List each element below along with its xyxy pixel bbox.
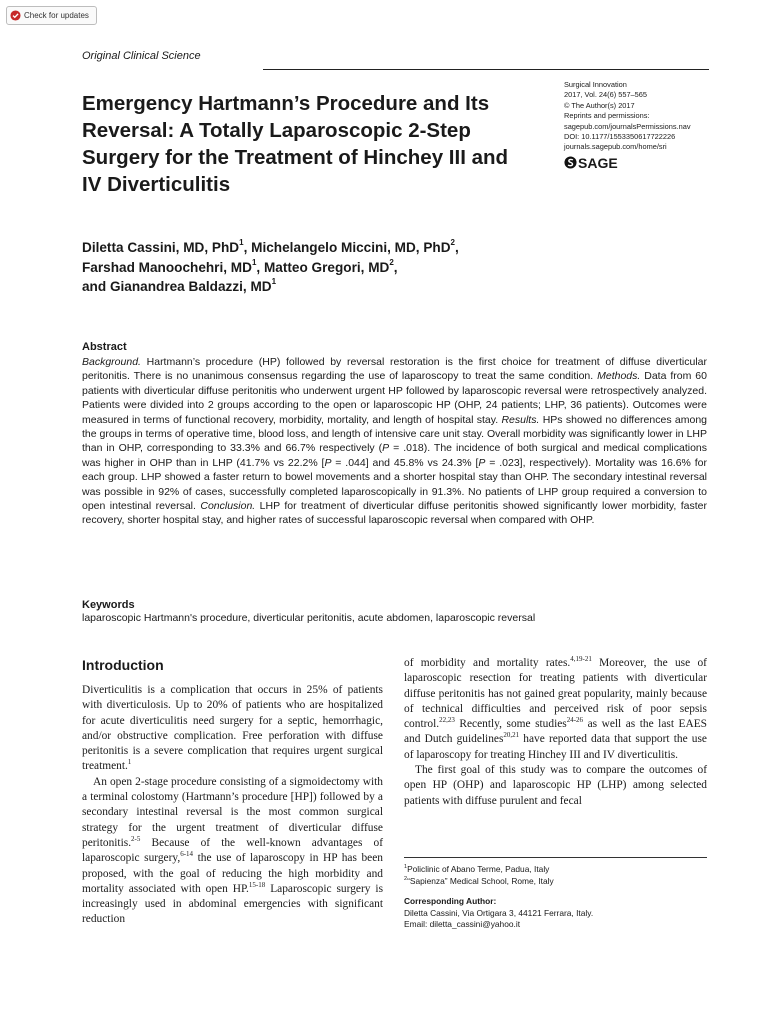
abstract-label-background: Background. bbox=[82, 356, 141, 368]
paragraph-text: Laparoscopic surgery is increasingly used in abdominal emergencies with significant reduction bbox=[82, 882, 383, 926]
abstract-results-text: = .023], respectively). Mortality was 16.6% for each group. LHP showed a faster return to bowel movements and a shorter hospital stay than OHP. The secondary intestinal reversal was possible in 92% of cases, successfully completed laparoscopically in 91.3%. No patients of LHP group required a conversion to open intestinal reversal. bbox=[82, 456, 707, 513]
citation-ref[interactable]: 1 bbox=[127, 758, 132, 767]
paragraph-text: Because of the well-known advantages of laparoscopic surgery, bbox=[82, 836, 383, 865]
author-affiliation-sup: 1 bbox=[271, 277, 277, 287]
journal-doi[interactable]: DOI: 10.1177/1553350617722226 bbox=[564, 132, 676, 142]
journal-reprints-link[interactable]: sagepub.com/journalsPermissions.nav bbox=[564, 121, 691, 131]
check-for-updates-icon bbox=[10, 10, 21, 21]
keywords-heading: Keywords bbox=[82, 599, 135, 611]
paragraph-text: the use of laparoscopy in HP has been proposed, with the goal of reducing the high morbidity and mortality associated with open HP. bbox=[82, 852, 383, 895]
paragraph-text: as well as the last EAES and Dutch guidelines bbox=[404, 718, 707, 746]
affiliation-text: “Sapienza” Medical School, Rome, Italy bbox=[407, 876, 554, 886]
affiliation-item bbox=[404, 863, 707, 875]
keywords-section bbox=[82, 599, 707, 624]
author-affiliation-sup: 2 bbox=[389, 257, 394, 267]
body-paragraph bbox=[404, 656, 707, 763]
sage-logo-icon bbox=[564, 156, 577, 169]
abstract-text bbox=[82, 355, 707, 528]
journal-reprints: Reprints and permissions: bbox=[564, 111, 650, 121]
keywords-text: laparoscopic Hartmann's procedure, diverticular peritonitis, acute abdomen, laparoscopic reversal bbox=[82, 612, 536, 624]
journal-volume: 2017, Vol. 24(6) 557–565 bbox=[564, 90, 648, 100]
author-separator: , bbox=[455, 240, 459, 255]
author-name: Matteo Gregori, MD bbox=[263, 259, 390, 275]
body-column-left bbox=[82, 657, 383, 928]
abstract-label-methods: Methods. bbox=[597, 370, 641, 383]
check-for-updates-label: Check for updates bbox=[24, 11, 89, 20]
affiliation-item bbox=[404, 875, 707, 887]
p-value-symbol: P bbox=[382, 442, 390, 455]
journal-info bbox=[564, 80, 734, 170]
affiliation-text: Policlinic of Abano Terme, Padua, Italy bbox=[407, 864, 550, 874]
paragraph-text: Recently, some studies bbox=[454, 718, 567, 731]
body-paragraph bbox=[404, 763, 707, 809]
abstract-heading: Abstract bbox=[82, 341, 127, 353]
abstract-results-text: = .044] and 45.8% vs 24.3% [ bbox=[331, 456, 479, 469]
sage-logo bbox=[564, 156, 734, 170]
author-affiliation-sup: 1 bbox=[239, 238, 244, 248]
citation-ref[interactable]: 24-26 bbox=[566, 716, 584, 725]
citation-ref[interactable]: 2-5 bbox=[131, 835, 141, 844]
abstract-label-results: Results. bbox=[501, 413, 540, 426]
body-paragraph bbox=[82, 683, 383, 775]
paragraph-text: Diverticulitis is a complication that occurs in 25% of patients with diverticulosis. Up to 20% of patients who are hospitalized for acute diverticulitis need surgery for a septic, hemorrhagic, and/or obstructive complication. Free perforation with diffuse peritonitis is a severe complication that requires urgent surgical treatment. bbox=[82, 684, 383, 773]
abstract-results-text: = .018). The incidence of both surgical and medical complications was higher in OHP than in LHP (41.7% vs 22.2% [ bbox=[82, 442, 707, 469]
author-line-1 bbox=[82, 238, 562, 258]
paragraph-text: Moreover, the use of laparoscopic resection for treating patients with diverticular diffuse peritonitis has not gained great popularity, mainly because of technical difficulties and perceived risk of poor sepsis control. bbox=[404, 657, 707, 731]
abstract-conclusion-text: LHP for treatment of diverticular diffuse peritonitis showed significantly lower morbidity, faster recovery, shorter hospital stay, and higher rates of successful laparoscopic reversal when compared with OHP. bbox=[82, 500, 707, 527]
abstract-methods-text: Data from 60 patients with diverticular diffuse peritonitis who underwent urgent HP followed by laparoscopic reversal were retrospectively analyzed. Patients were divided into 2 groups according to the open or laparoscopic HP (OHP, 24 patients; LHP, 36 patients). Outcomes were measured in terms of functional recovery, morbidity, mortality, and length of hospital stay. bbox=[82, 370, 707, 426]
author-line-2 bbox=[82, 258, 562, 278]
affiliation-rule bbox=[404, 857, 707, 858]
affiliation-sup: 1 bbox=[404, 864, 408, 871]
author-list bbox=[82, 238, 562, 297]
author-separator: , bbox=[243, 240, 252, 255]
journal-copyright: © The Author(s) 2017 bbox=[564, 100, 635, 110]
check-for-updates-button[interactable] bbox=[6, 6, 97, 25]
paragraph-text: have reported data that support the use of laparoscopy for treating Hinchey III and IV diverticulitis. bbox=[404, 733, 707, 761]
body-paragraph bbox=[82, 775, 383, 928]
abstract-label-conclusion: Conclusion. bbox=[200, 500, 256, 513]
citation-ref[interactable]: 4,19-21 bbox=[570, 655, 592, 664]
author-name: Diletta Cassini, MD, PhD bbox=[82, 240, 240, 255]
body-column-right bbox=[404, 656, 707, 809]
author-separator: , bbox=[393, 259, 398, 275]
author-line-3 bbox=[82, 277, 562, 297]
p-value-symbol: P bbox=[324, 456, 332, 469]
paragraph-text: of morbidity and mortality rates. bbox=[404, 657, 571, 669]
journal-home-link[interactable]: journals.sagepub.com/home/sri bbox=[564, 142, 667, 152]
corresponding-heading: Corresponding Author: bbox=[404, 896, 497, 906]
corresponding-author bbox=[404, 896, 707, 931]
citation-ref[interactable]: 20,21 bbox=[503, 731, 520, 740]
section-label: Original Clinical Science bbox=[82, 50, 201, 62]
citation-ref[interactable]: 22,23 bbox=[439, 716, 455, 725]
author-affiliation-sup: 1 bbox=[251, 257, 257, 267]
introduction-heading: Introduction bbox=[82, 657, 164, 673]
citation-ref[interactable]: 6-14 bbox=[180, 850, 194, 859]
author-name: Gianandrea Baldazzi, MD bbox=[109, 279, 272, 294]
paragraph-text: An open 2-stage procedure consisting of a sigmoidectomy with a terminal colostomy (Hartmann’s procedure [HP]) followed by a secondary intestinal reversal is the most common surgical strategy for the urgent treatment of diverticular diffuse peritonitis. bbox=[82, 775, 383, 849]
affiliation-sup: 2 bbox=[404, 876, 408, 883]
paragraph-text: The first goal of this study was to compare the outcomes of open HP (OHP) and laparoscopic HP (LHP) among selected patients with diffuse purulent and fecal bbox=[404, 764, 707, 807]
author-name: Farshad Manoochehri, MD bbox=[82, 259, 252, 275]
corresponding-address: Diletta Cassini, Via Ortigara 3, 44121 Ferrara, Italy. bbox=[404, 907, 594, 918]
sage-logo-text: SAGE bbox=[578, 154, 618, 171]
abstract-results-text: HPs showed no differences among the groups in terms of operative time, blood loss, and length of intensive care unit stay. Overall morbidity was significantly lower in LHP than in OHP, corresponding to 33.3% and 66.7% respectively ( bbox=[82, 413, 707, 455]
article-title: Emergency Hartmann’s Procedure and Its Reversal: A Totally Laparoscopic 2-Step Surgery for the Treatment of Hinchey III and IV Diverticulitis bbox=[82, 92, 509, 196]
p-value-symbol: P bbox=[478, 456, 486, 469]
abstract-section bbox=[82, 341, 707, 528]
author-name: Michelangelo Miccini, MD, PhD bbox=[251, 240, 451, 255]
abstract-background-text: Hartmann’s procedure (HP) followed by reversal restoration is the first choice for treatment of diffuse diverticular peritonitis. There is no unanimous consensus regarding the use of laparoscopy to treat the same condition. bbox=[82, 356, 707, 383]
corresponding-email[interactable]: Email: diletta_cassini@yahoo.it bbox=[404, 919, 521, 929]
affiliations bbox=[404, 863, 707, 887]
citation-ref[interactable]: 15-18 bbox=[248, 881, 266, 890]
author-separator: , bbox=[256, 259, 264, 275]
header-rule bbox=[263, 69, 709, 70]
author-affiliation-sup: 2 bbox=[450, 238, 455, 248]
journal-name: Surgical Innovation bbox=[564, 80, 627, 89]
author-conjunction: and bbox=[82, 279, 110, 294]
